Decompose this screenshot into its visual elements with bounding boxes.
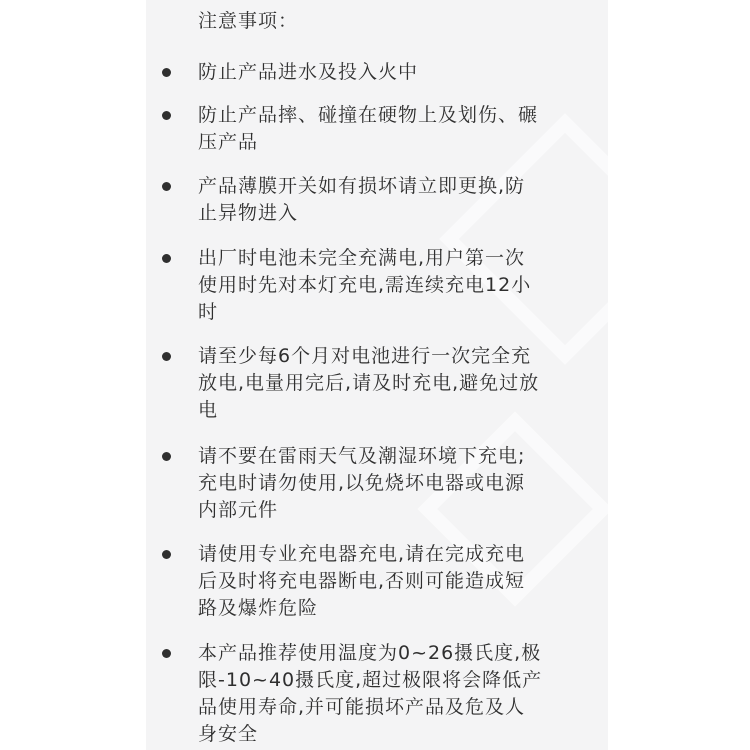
bullet-icon — [162, 182, 171, 191]
list-item-text: 出厂时电池未完全充满电,用户第一次 使用时先对本灯充电,需连续充电12小 时 — [198, 247, 532, 323]
bullet-icon — [162, 111, 171, 120]
bullet-icon — [162, 550, 171, 559]
list-item-text: 防止产品进水及投入火中 — [198, 61, 419, 83]
list-item-text: 请不要在雷雨天气及潮湿环境下充电; 充电时请勿使用,以免烧坏电器或电源 内部元件 — [198, 445, 526, 521]
bullet-icon — [162, 352, 171, 361]
list-item-text: 产品薄膜开关如有损坏请立即更换,防 止异物进入 — [198, 175, 526, 224]
bullet-icon — [162, 649, 171, 658]
bullet-icon — [162, 452, 171, 461]
list-item-text: 请使用专业充电器充电,请在完成充电 后及时将充电器断电,否则可能造成短 路及爆炸危险 — [198, 543, 526, 619]
bullet-icon — [162, 68, 171, 77]
list-item-text: 防止产品摔、碰撞在硬物上及划伤、碾 压产品 — [198, 104, 539, 153]
bullet-icon — [162, 254, 171, 263]
list-item-text: 请至少每6个月对电池进行一次完全充 放电,电量用完后,请及时充电,避免过放 电 — [198, 345, 540, 421]
page-title: 注意事项： — [198, 10, 299, 32]
list-item-text: 本产品推荐使用温度为0~26摄氏度,极 限-10~40摄氏度,超过极限将会降低产 品使用寿命,并可能损坏产品及危及人 身安全 — [198, 642, 543, 745]
